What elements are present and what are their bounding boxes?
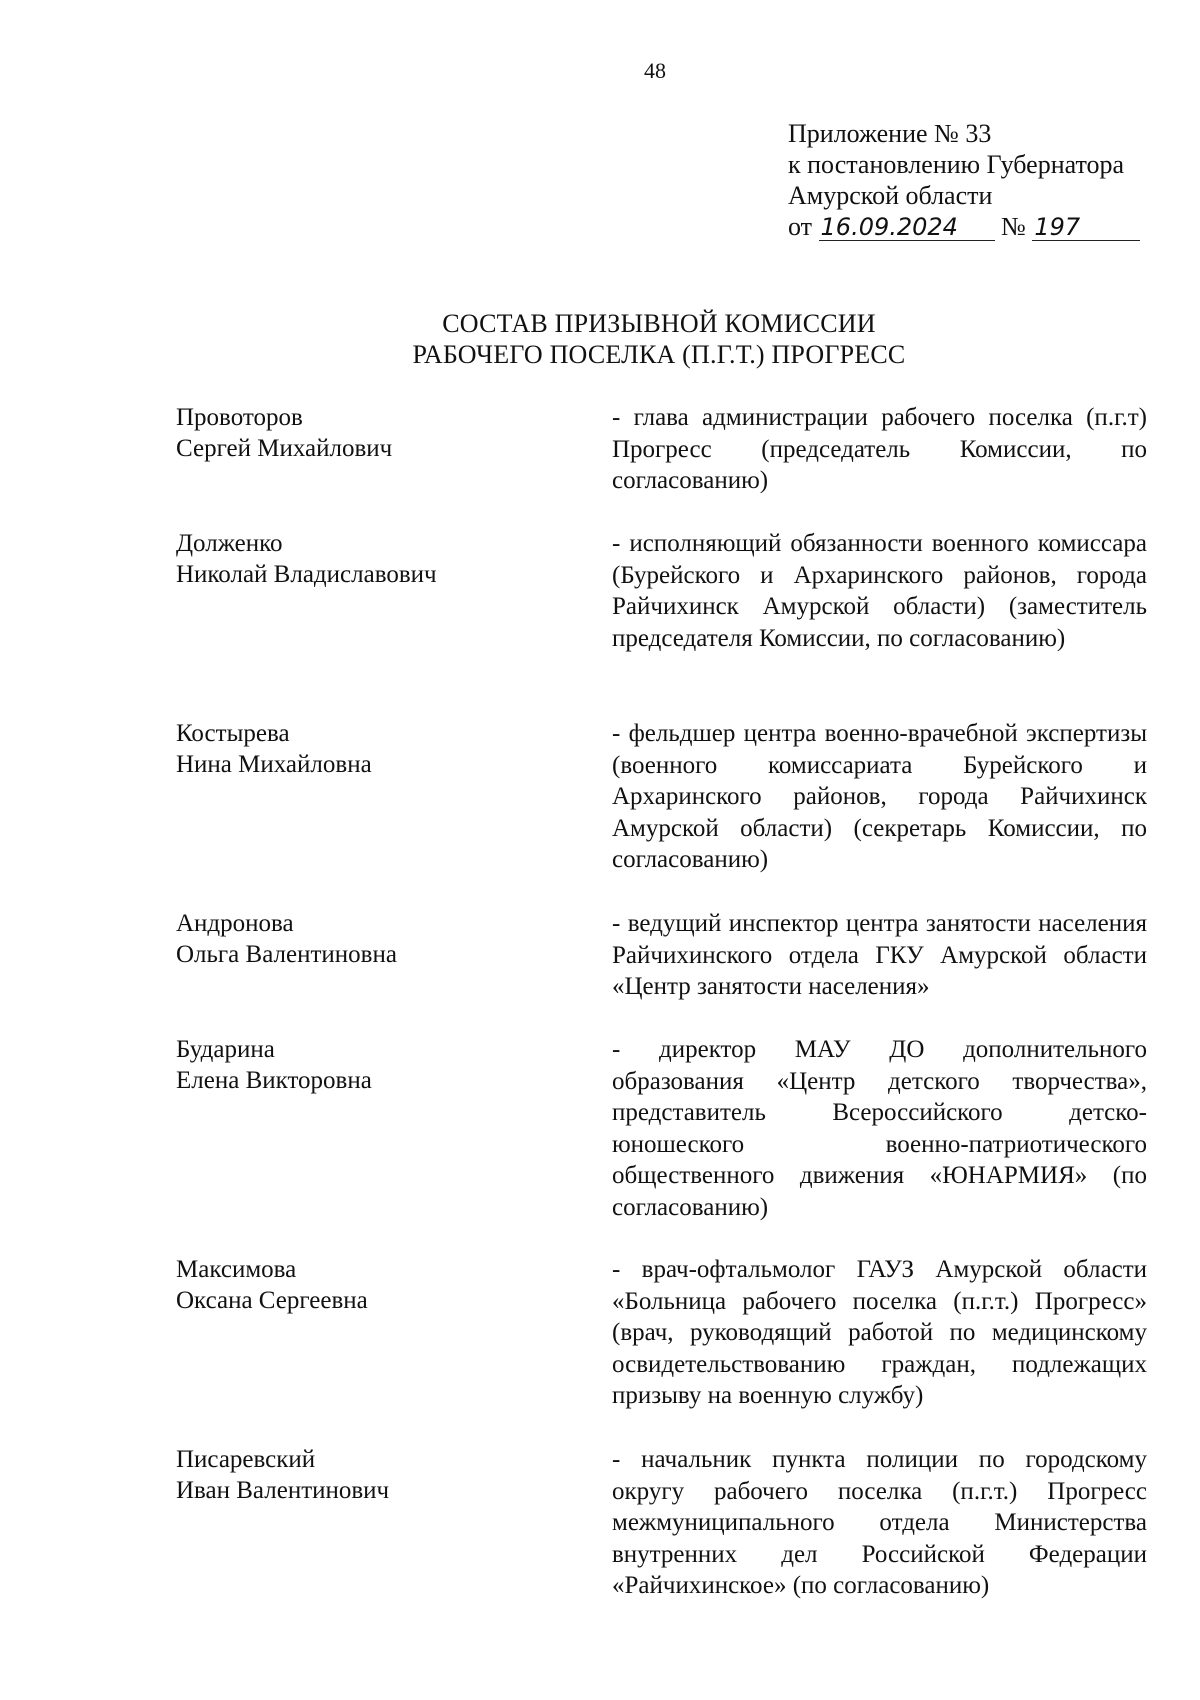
member-role: - врач-офтальмолог ГАУЗ Амурской области «Больница рабочего поселка (п.г.т.) Прогресс» (врач, руководящий работой по медицинскому освидетельствованию граждан, подлежащих призыву на военную службу) [612,1256,1147,1409]
member-surname: Максимова [176,1256,297,1283]
member-surname: Провоторов [176,404,303,431]
title-line-1: СОСТАВ ПРИЗЫВНОЙ КОМИССИИ [442,309,876,338]
member-role: - исполняющий обязанности военного комиссара (Бурейского и Архаринского районов, города Райчихинск Амурской области) (заместитель председателя Комиссии, по согласованию) [612,530,1147,652]
member-role: - фельдшер центра военно-врачебной экспертизы (военного комиссариата Бурейского и Архаринского районов, города Райчихинск Амурской области) (секретарь Комиссии, по согласованию) [612,720,1147,873]
member-surname: Писаревский [176,1446,316,1473]
member-name [176,528,576,590]
member-given-names: Оксана Сергеевна [176,1287,368,1314]
handwritten-number: 197 [1032,214,1140,241]
page-number: 48 [644,58,666,83]
member-surname: Долженко [176,530,283,557]
document-title [0,308,1200,370]
annex-decree-reference: к постановлению Губернатора [788,150,1125,179]
member-given-names: Иван Валентинович [176,1477,390,1504]
member-name [176,402,576,464]
member-name [176,1254,576,1316]
member-surname: Костырева [176,720,290,747]
annex-date-number-line [788,211,1140,242]
member-name [176,718,576,780]
member-name [176,908,576,970]
number-prefix: № [1001,212,1026,241]
member-surname: Андронова [176,910,294,937]
member-given-names: Сергей Михайлович [176,435,393,462]
member-role: - ведущий инспектор центра занятости населения Райчихинского отдела ГКУ Амурской области «Центр занятости населения» [612,910,1147,1000]
member-name [176,1034,576,1096]
member-given-names: Ольга Валентиновна [176,941,397,968]
member-role: - директор МАУ ДО дополнительного образования «Центр детского творчества», представитель Всероссийского детско-юношеского военно-патриотического общественного движения «ЮНАРМИЯ» (по согласованию) [612,1036,1147,1221]
member-role: - глава администрации рабочего поселка (п.г.т) Прогресс (председатель Комиссии, по согласованию) [612,404,1147,494]
title-line-2: РАБОЧЕГО ПОСЕЛКА (П.Г.Т.) ПРОГРЕСС [412,340,906,369]
annex-header [788,118,1140,242]
member-surname: Бударина [176,1036,275,1063]
member-given-names: Елена Викторовна [176,1067,372,1094]
member-given-names: Нина Михайловна [176,751,372,778]
member-role: - начальник пункта полиции по городскому округу рабочего поселка (п.г.т.) Прогресс межмуниципального отдела Министерства внутренних дел Российской Федерации «Райчихинское» (по согласованию) [612,1446,1147,1599]
member-given-names: Николай Владиславович [176,561,437,588]
annex-region: Амурской области [788,181,993,210]
date-prefix: от [788,212,813,241]
handwritten-date: 16.09.2024 [819,214,995,241]
annex-title: Приложение № 33 [788,119,992,148]
member-name [176,1444,576,1506]
